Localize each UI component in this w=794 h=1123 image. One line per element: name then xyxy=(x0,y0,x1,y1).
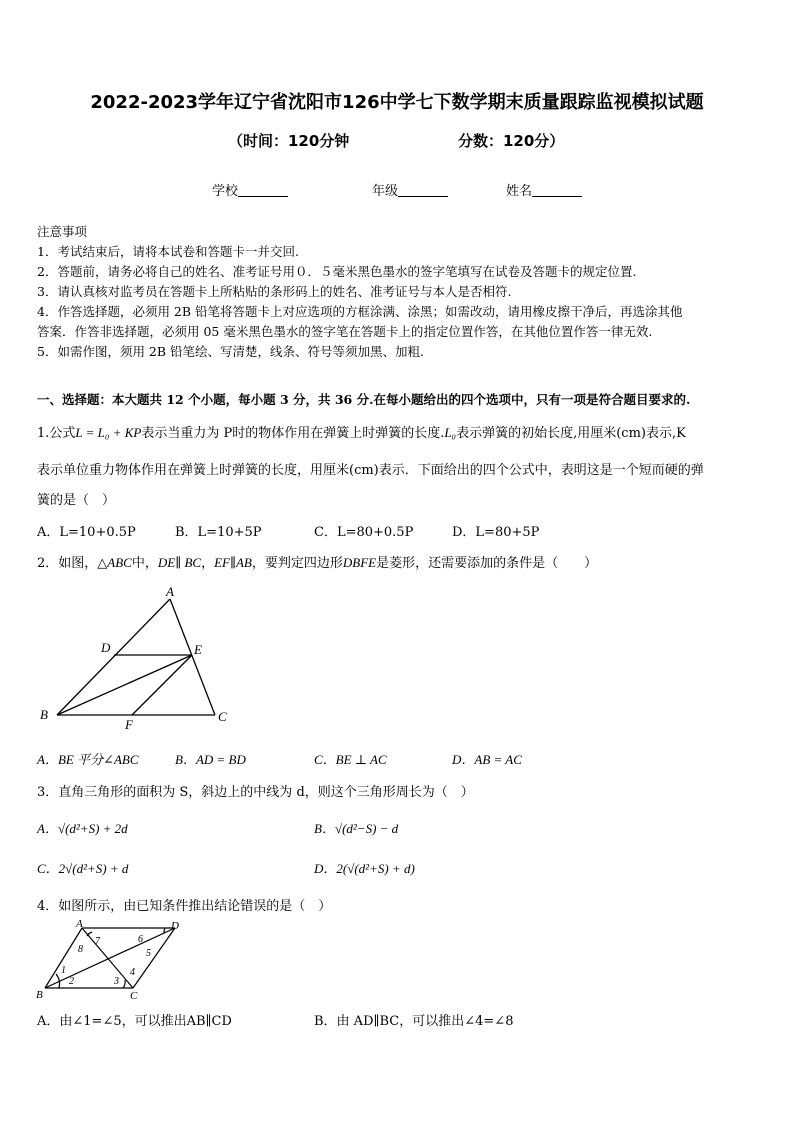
notice-item: 3．请认真核对监考员在答题卡上所粘贴的条形码上的姓名、准考证号与本人是否相符. xyxy=(37,284,512,299)
name-field xyxy=(506,180,582,199)
notice-block xyxy=(37,222,683,362)
angle-label-1: 1 xyxy=(61,965,66,976)
angle-arc xyxy=(123,980,125,988)
exam-score: 分数：120分） xyxy=(458,132,565,150)
angle-label-2: 2 xyxy=(69,976,74,987)
q3-option-a: A．√(d²+S) + 2d xyxy=(37,821,128,836)
label-c: C xyxy=(218,709,227,724)
label-e: E xyxy=(194,642,202,657)
angle-label-7: 7 xyxy=(95,936,100,947)
q2-option-c: C．BE ⊥ AC xyxy=(314,752,387,767)
notice-item: 2．答题前，请务必将自己的姓名、准考证号用０．５毫米黑色墨水的签字笔填写在试卷及答题卡的规定位置. xyxy=(37,264,637,279)
segment-be xyxy=(57,655,192,715)
q4-figure xyxy=(32,918,192,1002)
angle-arc xyxy=(56,974,60,988)
q1-option-d: D．L=80+5P xyxy=(452,525,540,540)
label-c: C xyxy=(130,990,138,1002)
q2-quad: DBFE xyxy=(342,555,377,570)
q1-text: 1.公式 xyxy=(37,426,76,441)
q1-line2: 表示单位重力物体作用在弹簧上时弹簧的长度，用厘米(cm)表示．下面给出的四个公式中，表明这是一个短而硬的弹 xyxy=(37,463,704,478)
q2-option-b: B．AD = BD xyxy=(175,752,246,767)
diagonal-ac xyxy=(82,928,133,988)
label-a: A xyxy=(166,584,174,599)
label-b: B xyxy=(40,707,48,722)
q1-line3: 簧的是（ ） xyxy=(37,493,116,508)
label-a: A xyxy=(76,918,83,930)
q3-option-d: D．2(√(d²+S) + d) xyxy=(314,861,415,876)
name-label: 姓名 xyxy=(506,184,533,199)
label-f: F xyxy=(125,717,133,732)
segment-ef xyxy=(132,655,192,715)
q3-stem: 3．直角三角形的面积为 S，斜边上的中线为 d，则这个三角形周长为（ ） xyxy=(37,785,474,800)
q3-option-c: C．2√(d²+S) + d xyxy=(37,861,129,876)
page-title: 2022-2023学年辽宁省沈阳市126中学七下数学期末质量跟踪监视模拟试题 xyxy=(90,92,704,113)
notice-heading: 注意事项 xyxy=(37,224,88,239)
q2-option-d: D．AB = AC xyxy=(452,752,522,767)
q1-option-a: A．L=10+0.5P xyxy=(37,525,136,540)
q2-text: 是菱形，还需要添加的条件是（ ） xyxy=(376,556,598,571)
label-d: D xyxy=(171,920,179,932)
school-field xyxy=(212,180,288,199)
section-heading: 一、选择题：本大题共 12 个小题，每小题 3 分，共 36 分.在每小题给出的四个选项中，只有一项是符合题目要求的. xyxy=(37,392,691,407)
school-blank xyxy=(238,184,288,197)
angle-label-5: 5 xyxy=(146,948,151,959)
notice-item: 4．作答选择题，必须用 2B 铅笔将答题卡上对应选项的方框涂满、涂黑；如需改动，请用橡皮擦干净后，再选涂其他 xyxy=(37,304,683,319)
angle-label-6: 6 xyxy=(138,934,143,945)
side-ac xyxy=(170,599,215,715)
angle-label-3: 3 xyxy=(114,976,119,987)
q2-text: 2．如图， xyxy=(37,556,98,571)
diagonal-bd xyxy=(45,928,175,988)
q3-option-b: B．√(d²−S) − d xyxy=(314,821,399,836)
q1-line1 xyxy=(37,422,686,441)
angle-label-8: 8 xyxy=(78,944,83,955)
q1-formula: L = L₀ + KP xyxy=(75,425,142,440)
name-blank xyxy=(532,184,582,197)
grade-field xyxy=(372,180,448,199)
school-label: 学校 xyxy=(212,184,239,199)
label-b: B xyxy=(36,989,43,1001)
q2-condition: EF∥AB xyxy=(214,555,252,570)
q4-option-a: A．由∠1=∠5，可以推出AB∥CD xyxy=(37,1014,232,1029)
q2-text: ， xyxy=(201,556,215,571)
grade-label: 年级 xyxy=(372,184,399,199)
q2-stem xyxy=(37,552,597,571)
q2-figure xyxy=(30,582,240,732)
side-ab xyxy=(57,599,170,715)
notice-item: 答案．作答非选择题，必须用 05 毫米黑色墨水的签字笔在答题卡上的指定位置作答，在其他位置作答一律无效. xyxy=(37,324,653,339)
q4-option-b: B．由 AD∥BC，可以推出∠4=∠8 xyxy=(314,1014,514,1029)
notice-item: 1．考试结束后，请将本试卷和答题卡一并交回. xyxy=(37,244,299,259)
q1-text: 表示弹簧的初始长度,用厘米(cm)表示,K xyxy=(456,426,686,441)
q2-text: 中， xyxy=(131,556,158,571)
q1-option-c: C．L=80+0.5P xyxy=(314,525,414,540)
label-d: D xyxy=(101,640,111,655)
angle-label-4: 4 xyxy=(130,967,135,978)
q2-option-a: A．BE 平分∠ABC xyxy=(37,752,139,767)
q2-condition: DE∥ BC xyxy=(157,555,202,570)
q2-text: ，要判定四边形 xyxy=(251,556,343,571)
q1-l0: L₀ xyxy=(444,425,457,440)
q1-text: 表示当重力为 P时的物体作用在弹簧上时弹簧的长度. xyxy=(141,426,445,441)
grade-blank xyxy=(398,184,448,197)
q2-triangle: △ABC xyxy=(97,555,132,570)
exam-time: （时间：120分钟 xyxy=(228,132,350,150)
q4-stem: 4．如图所示，由已知条件推出结论错误的是（ ） xyxy=(37,899,332,914)
notice-item: 5．如需作图，须用 2B 铅笔绘、写清楚，线条、符号等须加黑、加粗. xyxy=(37,344,425,359)
q1-option-b: B．L=10+5P xyxy=(175,525,262,540)
